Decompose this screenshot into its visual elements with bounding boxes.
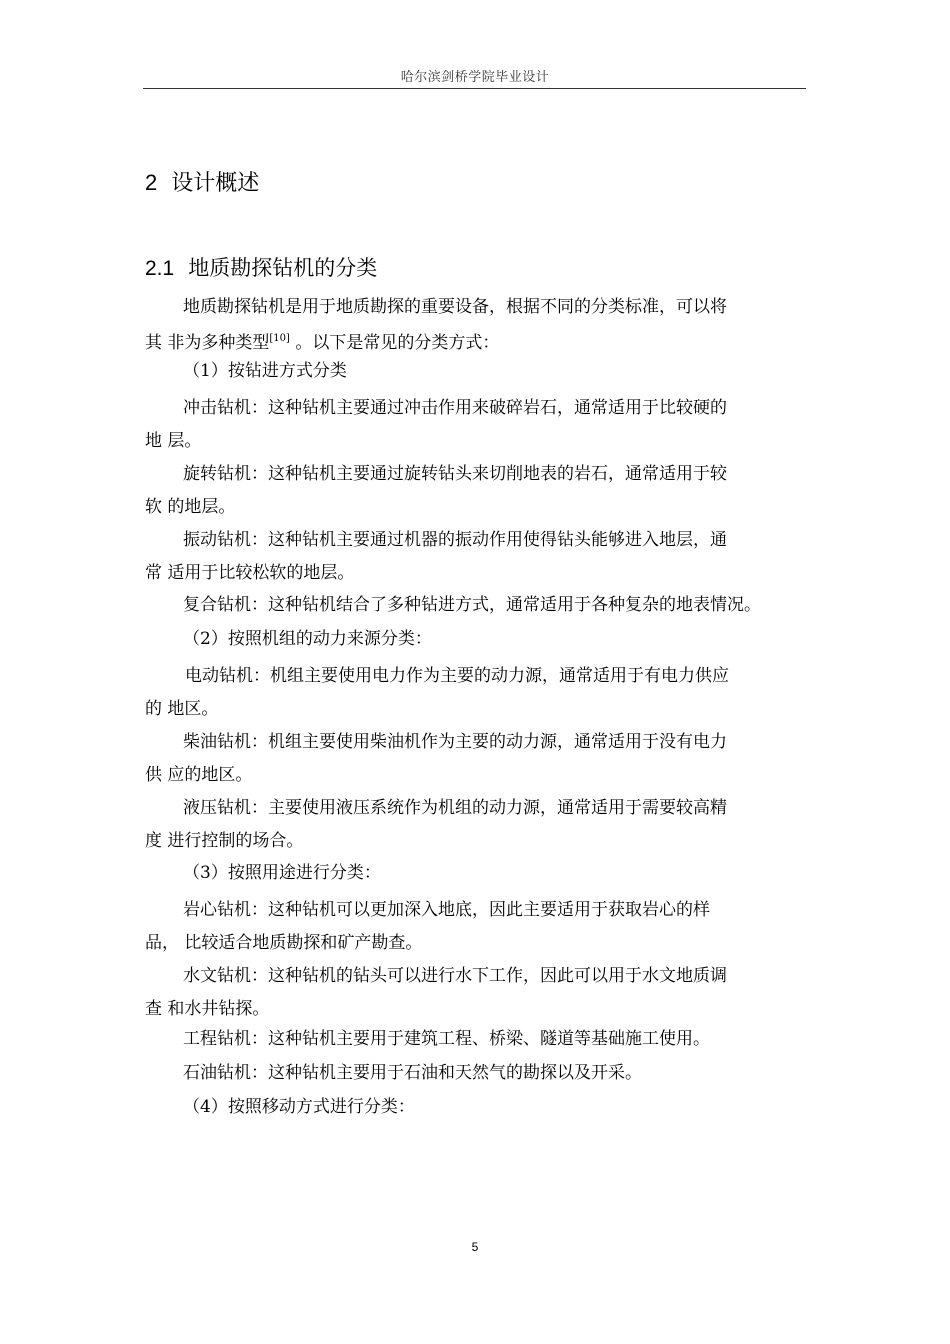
item-line: 石油钻机：这种钻机主要用于石油和天然气的勘探以及开采。 xyxy=(183,1063,642,1083)
item-line: 水文钻机：这种钻机的钻头可以进行水下工作，因此可以用于水文地质调 xyxy=(183,966,727,986)
item-line: 品， 比较适合地质勘探和矿产勘查。 xyxy=(145,933,423,953)
chapter-heading xyxy=(145,166,259,197)
category-heading-4: （4）按照移动方式进行分类： xyxy=(183,1097,415,1117)
category-heading-1: （1）按钻进方式分类 xyxy=(183,361,347,381)
running-header: 哈尔滨剑桥学院毕业设计 xyxy=(400,70,550,85)
category-heading-3: （3）按照用途进行分类： xyxy=(183,863,381,883)
item-line: 软 的地层。 xyxy=(145,497,236,517)
intro-text: 其 非为多种类型 xyxy=(145,333,270,353)
item-line: 柴油钻机：机组主要使用柴油机作为主要的动力源，通常适用于没有电力 xyxy=(183,732,727,752)
citation-ref[interactable]: [10] xyxy=(269,333,290,344)
page-number: 5 xyxy=(471,1240,479,1254)
item-line: 供 应的地区。 xyxy=(145,765,253,785)
item-line: 的 地区。 xyxy=(145,699,219,719)
item-line: 地 层。 xyxy=(145,431,202,451)
item-line: 冲击钻机：这种钻机主要通过冲击作用来破碎岩石，通常适用于比较硬的 xyxy=(183,398,727,418)
item-line: 复合钻机：这种钻机结合了多种钻进方式，通常适用于各种复杂的地表情况。 xyxy=(183,595,761,615)
item-line: 度 进行控制的场合。 xyxy=(145,831,304,851)
item-line: 工程钻机：这种钻机主要用于建筑工程、桥梁、隧道等基础施工使用。 xyxy=(183,1029,710,1049)
intro-line-1: 地质勘探钻机是用于地质勘探的重要设备，根据不同的分类标准，可以将 xyxy=(183,297,727,317)
item-line: 岩心钻机：这种钻机可以更加深入地底，因此主要适用于获取岩心的样 xyxy=(183,900,710,920)
chapter-number: 2 xyxy=(145,170,158,195)
section-title: 地质勘探钻机的分类 xyxy=(188,256,378,280)
item-line: 振动钻机：这种钻机主要通过机器的振动作用使得钻头能够进入地层，通 xyxy=(183,530,727,550)
item-line: 常 适用于比较松软的地层。 xyxy=(145,563,355,583)
category-heading-2: （2）按照机组的动力来源分类： xyxy=(183,629,432,649)
item-line: 旋转钻机：这种钻机主要通过旋转钻头来切削地表的岩石，通常适用于较 xyxy=(183,464,727,484)
section-heading xyxy=(145,252,377,282)
item-line: 查 和水井钻探。 xyxy=(145,999,270,1019)
intro-line-2 xyxy=(145,328,499,354)
item-line: 电动钻机：机组主要使用电力作为主要的动力源，通常适用于有电力供应 xyxy=(185,666,729,686)
section-number: 2.1 xyxy=(145,257,175,280)
intro-text-end: 。以下是常见的分类方式： xyxy=(289,333,500,353)
header-rule xyxy=(143,88,806,89)
item-line: 液压钻机：主要使用液压系统作为机组的动力源，通常适用于需要较高精 xyxy=(183,798,727,818)
chapter-title: 设计概述 xyxy=(171,171,260,196)
